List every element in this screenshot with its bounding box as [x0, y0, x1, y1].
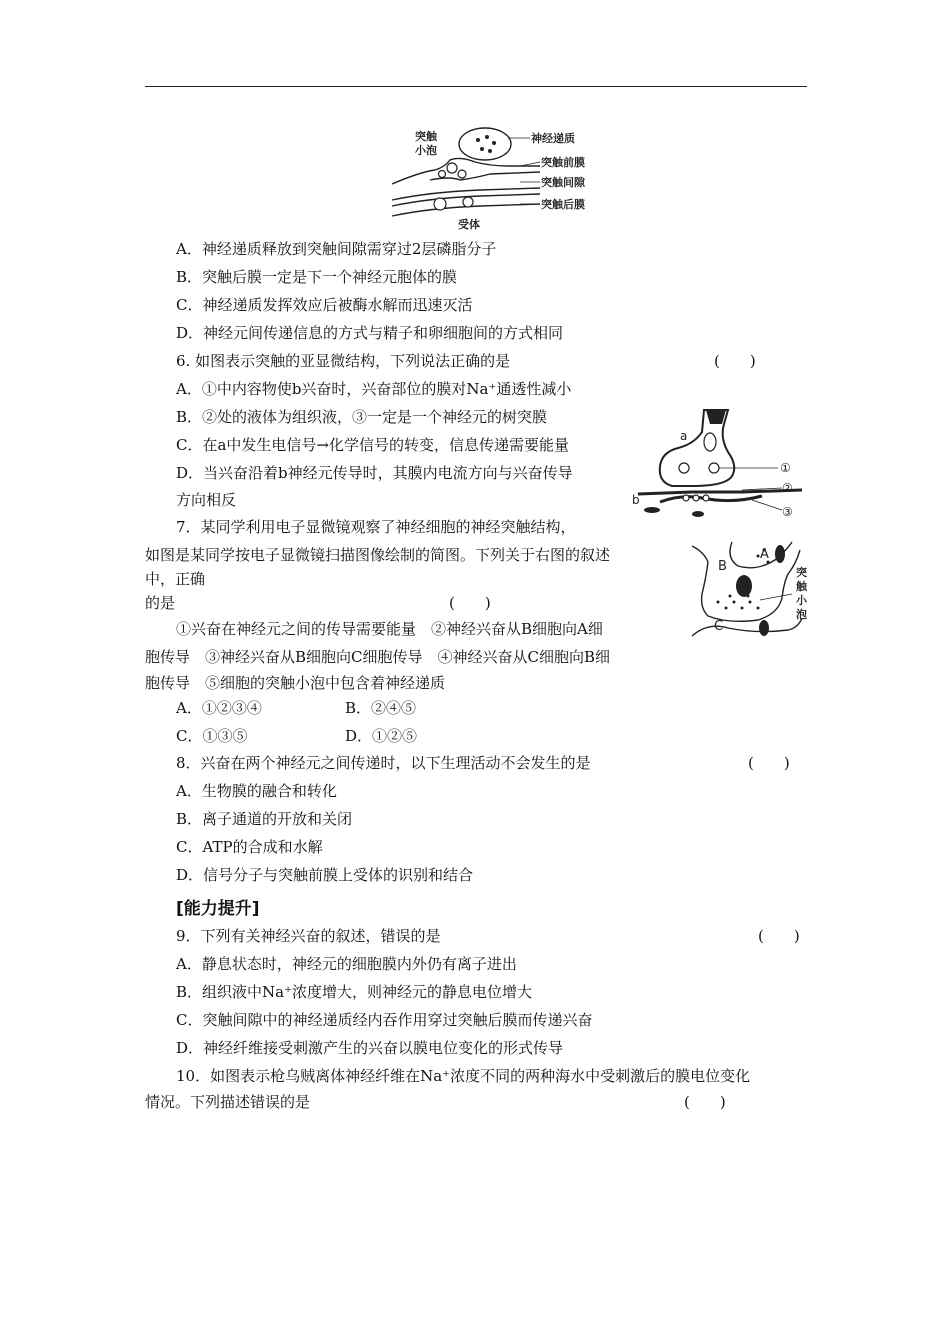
- q7-option-d: D．①②⑤: [345, 727, 418, 745]
- q7-options-line3: 胞传导 ⑤细胞的突触小泡中包含着神经递质: [145, 674, 446, 692]
- q6-option-d-line1: D．当兴奋沿着b神经元传导时，其膜内电流方向与兴奋传导: [176, 464, 573, 482]
- q7-options-line2: 胞传导 ③神经兴奋从B细胞向C细胞传导 ④神经兴奋从C细胞向B细: [145, 648, 611, 666]
- label-postsynaptic: 突触后膜: [541, 198, 585, 211]
- q8-option-c: C．ATP的合成和水解: [176, 838, 323, 856]
- label-vesicle-t3: 小: [796, 594, 807, 607]
- label-circle-3: ③: [782, 505, 793, 519]
- synapse-figure-3: [688, 538, 814, 646]
- q8-option-b: B．离子通道的开放和关闭: [176, 810, 353, 828]
- synapse-figure-1: [390, 122, 600, 232]
- label-C: C: [714, 619, 724, 634]
- label-vesicle-t4: 泡: [796, 608, 807, 621]
- q10-answer-paren: ( ): [684, 1093, 726, 1111]
- q6-answer-paren: ( ): [714, 352, 756, 370]
- q9-option-a: A．静息状态时，神经元的细胞膜内外仍有离子进出: [176, 955, 517, 973]
- label-B: B: [718, 559, 727, 574]
- q10-stem-line2: 情况。下列描述错误的是: [145, 1093, 311, 1111]
- q7-option-a: A．①②③④: [176, 699, 262, 717]
- q6-option-a: A．①中内容物使b兴奋时，兴奋部位的膜对Na⁺通透性减小: [176, 380, 572, 398]
- q5-option-d: D．神经元间传递信息的方式与精子和卵细胞间的方式相同: [176, 324, 564, 342]
- q6-option-d-line2: 方向相反: [176, 491, 237, 509]
- q9-stem: 9．下列有关神经兴奋的叙述，错误的是: [176, 927, 441, 945]
- q9-option-b: B．组织液中Na⁺浓度增大，则神经元的静息电位增大: [176, 983, 533, 1001]
- label-vesicle-t1: 突: [796, 566, 807, 579]
- label-circle-1: ①: [780, 461, 791, 475]
- q7-stem-line1: 7．某同学利用电子显微镜观察了神经细胞的神经突触结构，: [176, 518, 576, 536]
- header-rule: [145, 86, 807, 87]
- q8-stem: 8．兴奋在两个神经元之间传递时，以下生理活动不会发生的是: [176, 754, 591, 772]
- q8-answer-paren: ( ): [748, 754, 790, 772]
- label-cleft: 突触间隙: [541, 176, 585, 189]
- q7-stem-line3: 中，正确: [145, 570, 206, 588]
- label-a: a: [680, 429, 688, 443]
- label-A: A: [760, 547, 769, 562]
- q10-stem-line1: 10．如图表示枪乌贼离体神经纤维在Na⁺浓度不同的两种海水中受刺激后的膜电位变化: [176, 1067, 751, 1085]
- q7-stem-line2: 如图是某同学按电子显微镜扫描图像绘制的简图。下列关于右图的叙述: [145, 546, 611, 564]
- q7-answer-paren: ( ): [449, 594, 491, 612]
- q5-option-b: B．突触后膜一定是下一个神经元胞体的膜: [176, 268, 458, 286]
- label-neurotransmitter: 神经递质: [531, 132, 575, 145]
- synapse-figure-2: [632, 404, 812, 522]
- label-vesicle-1: 突触: [415, 130, 437, 143]
- q5-option-a: A．神经递质释放到突触间隙需穿过2层磷脂分子: [176, 240, 497, 258]
- label-presynaptic: 突触前膜: [541, 156, 585, 169]
- q5-option-c: C．神经递质发挥效应后被酶水解而迅速灭活: [176, 296, 473, 314]
- q9-option-d: D．神经纤维接受刺激产生的兴奋以膜电位变化的形式传导: [176, 1039, 564, 1057]
- q7-option-c: C．①③⑤: [176, 727, 248, 745]
- label-circle-2: ②: [782, 481, 793, 495]
- q7-options-line1: ①兴奋在神经元之间的传导需要能量 ②神经兴奋从B细胞向A细: [176, 620, 603, 638]
- label-b: b: [632, 493, 640, 507]
- label-vesicle-t2: 触: [796, 580, 807, 593]
- q8-option-d: D．信号分子与突触前膜上受体的识别和结合: [176, 866, 474, 884]
- q7-option-b: B．②④⑤: [345, 699, 417, 717]
- q6-option-c: C．在a中发生电信号→化学信号的转变，信息传递需要能量: [176, 436, 569, 454]
- q7-stem-line4: 的是: [145, 594, 176, 612]
- q6-stem: 6. 如图表示突触的亚显微结构，下列说法正确的是: [176, 352, 511, 370]
- section-heading: [能力提升]: [176, 899, 260, 919]
- q8-option-a: A．生物膜的融合和转化: [176, 782, 337, 800]
- label-receptor: 受体: [458, 218, 480, 231]
- q6-option-b: B．②处的液体为组织液，③一定是一个神经元的树突膜: [176, 408, 548, 426]
- q9-answer-paren: ( ): [758, 927, 800, 945]
- q9-option-c: C．突触间隙中的神经递质经内吞作用穿过突触后膜而传递兴奋: [176, 1011, 593, 1029]
- label-vesicle-2: 小泡: [415, 144, 437, 157]
